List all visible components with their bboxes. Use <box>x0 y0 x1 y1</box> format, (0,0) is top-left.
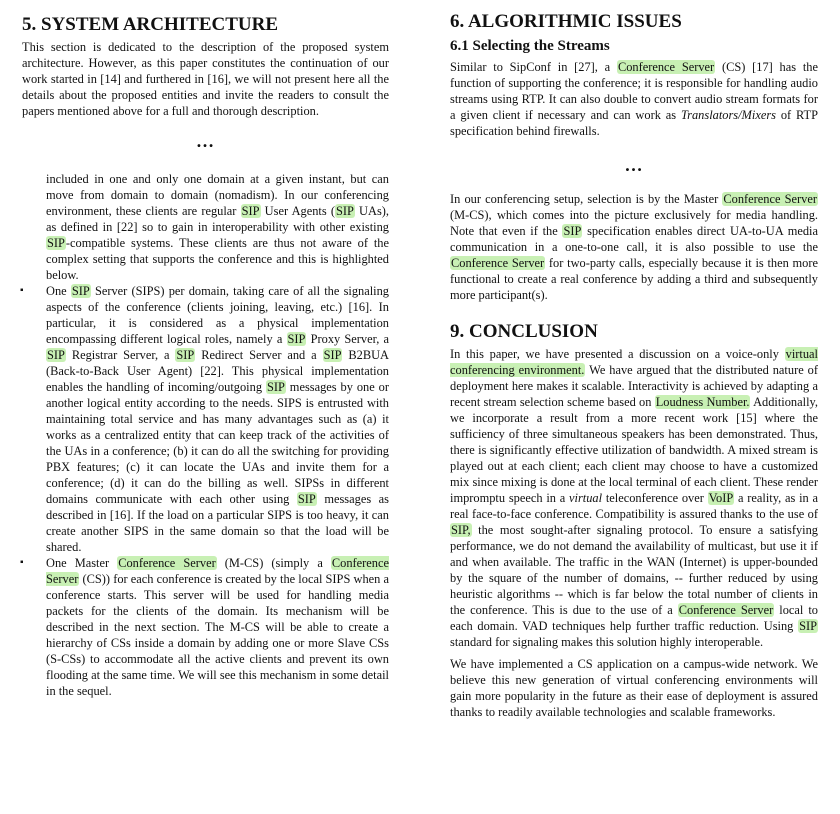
bullet-square-icon: ▪ <box>20 557 24 568</box>
highlight: SIP <box>287 332 306 346</box>
selecting-streams-paragraph: Similar to SipConf in [27], a Conference Server (CS) [17] has the function of supporting the conference; it is responsible for handling audio streams using RTP. It can also double to convert audio stream formats for a given client if necessary and can work as Translators/Mixers of RTP specification behind firewalls. <box>450 60 819 138</box>
highlight: virtual conferencing environment. <box>450 347 818 377</box>
ellipsis: … <box>196 131 215 151</box>
highlight: SIP <box>266 380 285 394</box>
highlight: VoIP <box>708 491 734 505</box>
highlight: SIP <box>47 348 65 362</box>
bullet-square-icon: ▪ <box>20 285 24 296</box>
highlight: SIP <box>71 284 90 298</box>
highlight: SIP, <box>451 523 471 537</box>
intro-paragraph: This section is dedicated to the description of the proposed system architecture. However, as this paper constitutes the continuation of our work started in [14] and furthered in [16], we will not present here all the details about the proposed entities and invite the readers to consult the papers mentioned above for a full and thorough description. <box>22 40 389 118</box>
subsection-heading-selecting-streams: 6.1 Selecting the Streams <box>450 38 610 54</box>
right-column <box>450 0 818 720</box>
left-column <box>22 0 389 699</box>
highlight: Conference Server <box>723 192 817 206</box>
highlight: SIP <box>176 348 195 362</box>
highlight: SIP <box>799 619 817 633</box>
section-heading-algorithmic-issues: 6. ALGORITHMIC ISSUES <box>450 11 682 32</box>
section-heading-system-architecture: 5. SYSTEM ARCHITECTURE <box>22 14 279 35</box>
section-heading-conclusion: 9. CONCLUSION <box>450 321 598 342</box>
ellipsis: … <box>624 155 644 175</box>
highlight: Conference Server <box>118 556 216 570</box>
highlight: SIP <box>323 348 342 362</box>
highlight: SIP <box>297 492 316 506</box>
highlight: SIP <box>47 236 65 250</box>
highlight: Conference Server <box>678 603 774 617</box>
highlight: SIP <box>335 204 354 218</box>
highlight: Loudness Number. <box>655 395 750 409</box>
highlight: SIP <box>241 204 260 218</box>
highlight: SIP <box>563 224 582 238</box>
highlight: Conference Server <box>451 256 545 270</box>
bullet-sips: ▪ One SIP Server (SIPS) per domain, taking care of all the signaling aspects of the conference (clients joining, leaving, etc.) [16]. In particular, it is considered as a physical implementation encompassing different logical roles, namely a SIP Proxy Server, a SIP Registrar Server, a SIP Redirect Server and a SIP B2BUA (Back-to-Back User Agent) [22]. This physical implementation enables the handling of incoming/outgoing SIP messages by one or another logical entity according to the needs. SIPS is entrusted with maintaining total service and has many advantages such as (a) it works as a centralized entity that can keep track of the activities of the UAs in a conference; (b) it can do all the switching for providing PBX features; (c) it can locate the UAs and invite them for a conference; (d) it can do the billing as well. SIPSs in different domains communicate with each other using SIP messages as described in [16]. If the load on a particular SIPS is too heavy, it can create another SIPS in the same domain so that the load will be shared. <box>20 284 390 554</box>
bullet-master-conference-server: ▪ One Master Conference Server (M-CS) (simply a Conference Server (CS)) for each conference is created by the local SIPS when a conference starts. This server will be used for handling media packets for the clients of the domain. Its mechanism will be described in the next section. The M-CS will be able to create a hierarchy of CSs inside a domain by adding one or more Slave CSs (S-CSs) to accommodate all the active clients and prevent its own flooding at the same time. We will see this mechanism in some detail in the sequel. <box>20 556 389 698</box>
implementation-paragraph: We have implemented a CS application on a campus-wide network. We believe this new generation of virtual conferencing environments will gain more popularity in the future as their ease of deployment is assured thanks to readily available technologies and scalable frameworks. <box>450 657 818 719</box>
bullet-list <box>22 283 389 699</box>
selection-paragraph: In our conferencing setup, selection is by the Master Conference Server (M-CS), which comes into the picture exclusively for media handling. Note that even if the SIP specification enables direct UA-to-UA media communication in a one-to-one call, it is also possible to use the Conference Server for two-party calls, especially because it is then more functional to create a real conference by adding a third and subsequently more participant(s). <box>450 192 818 302</box>
highlight: Conference Server <box>46 556 389 586</box>
conclusion-paragraph: In this paper, we have presented a discussion on a voice-only virtual conferencing environment. We have argued that the distributed nature of deployment here makes it scalable. Interactivity is achieved by adapting a recent stream selection scheme based on Loudness Number. Additionally, we incorporate a result from a more recent work [15] where the sufficiency of three simultaneous speakers has been demonstrated. Thus, there is significantly effective utilization of bandwidth. A mixed stream is played out at each client; each client may choose to have a customized mix since mixing is done at the local terminal of each client. These render impromptu speech in a virtual teleconference over VoIP a reality, as in a real face-to-face conference. Compatibility is assured thanks to the use of SIP, the most sought-after signaling protocol. To ensure a satisfying performance, we do not demand the availability of multicast, but use it if and when available. The traffic in the WAN (Internet) is upper-bounded by the square of the number of domains, -- further reduced by using heuristic algorithms -- which is far below the total number of clients in the conference. This is due to the use of a Conference Server local to each domain. VAD techniques help further traffic reduction. Using SIP standard for signaling makes this solution highly interoperable. <box>450 347 819 649</box>
continuation-paragraph: included in one and only one domain at a given instant, but can move from domain to domain (nomadism). In our conferencing environment, these clients are regular SIP User Agents (SIP UAs), as defined in [22] so to gain in interoperability with other existing SIP-compatible systems. These clients are thus not aware of the complex setting that supports the conference and this is highlighted below. <box>46 172 390 282</box>
highlight: Conference Server <box>617 60 715 74</box>
